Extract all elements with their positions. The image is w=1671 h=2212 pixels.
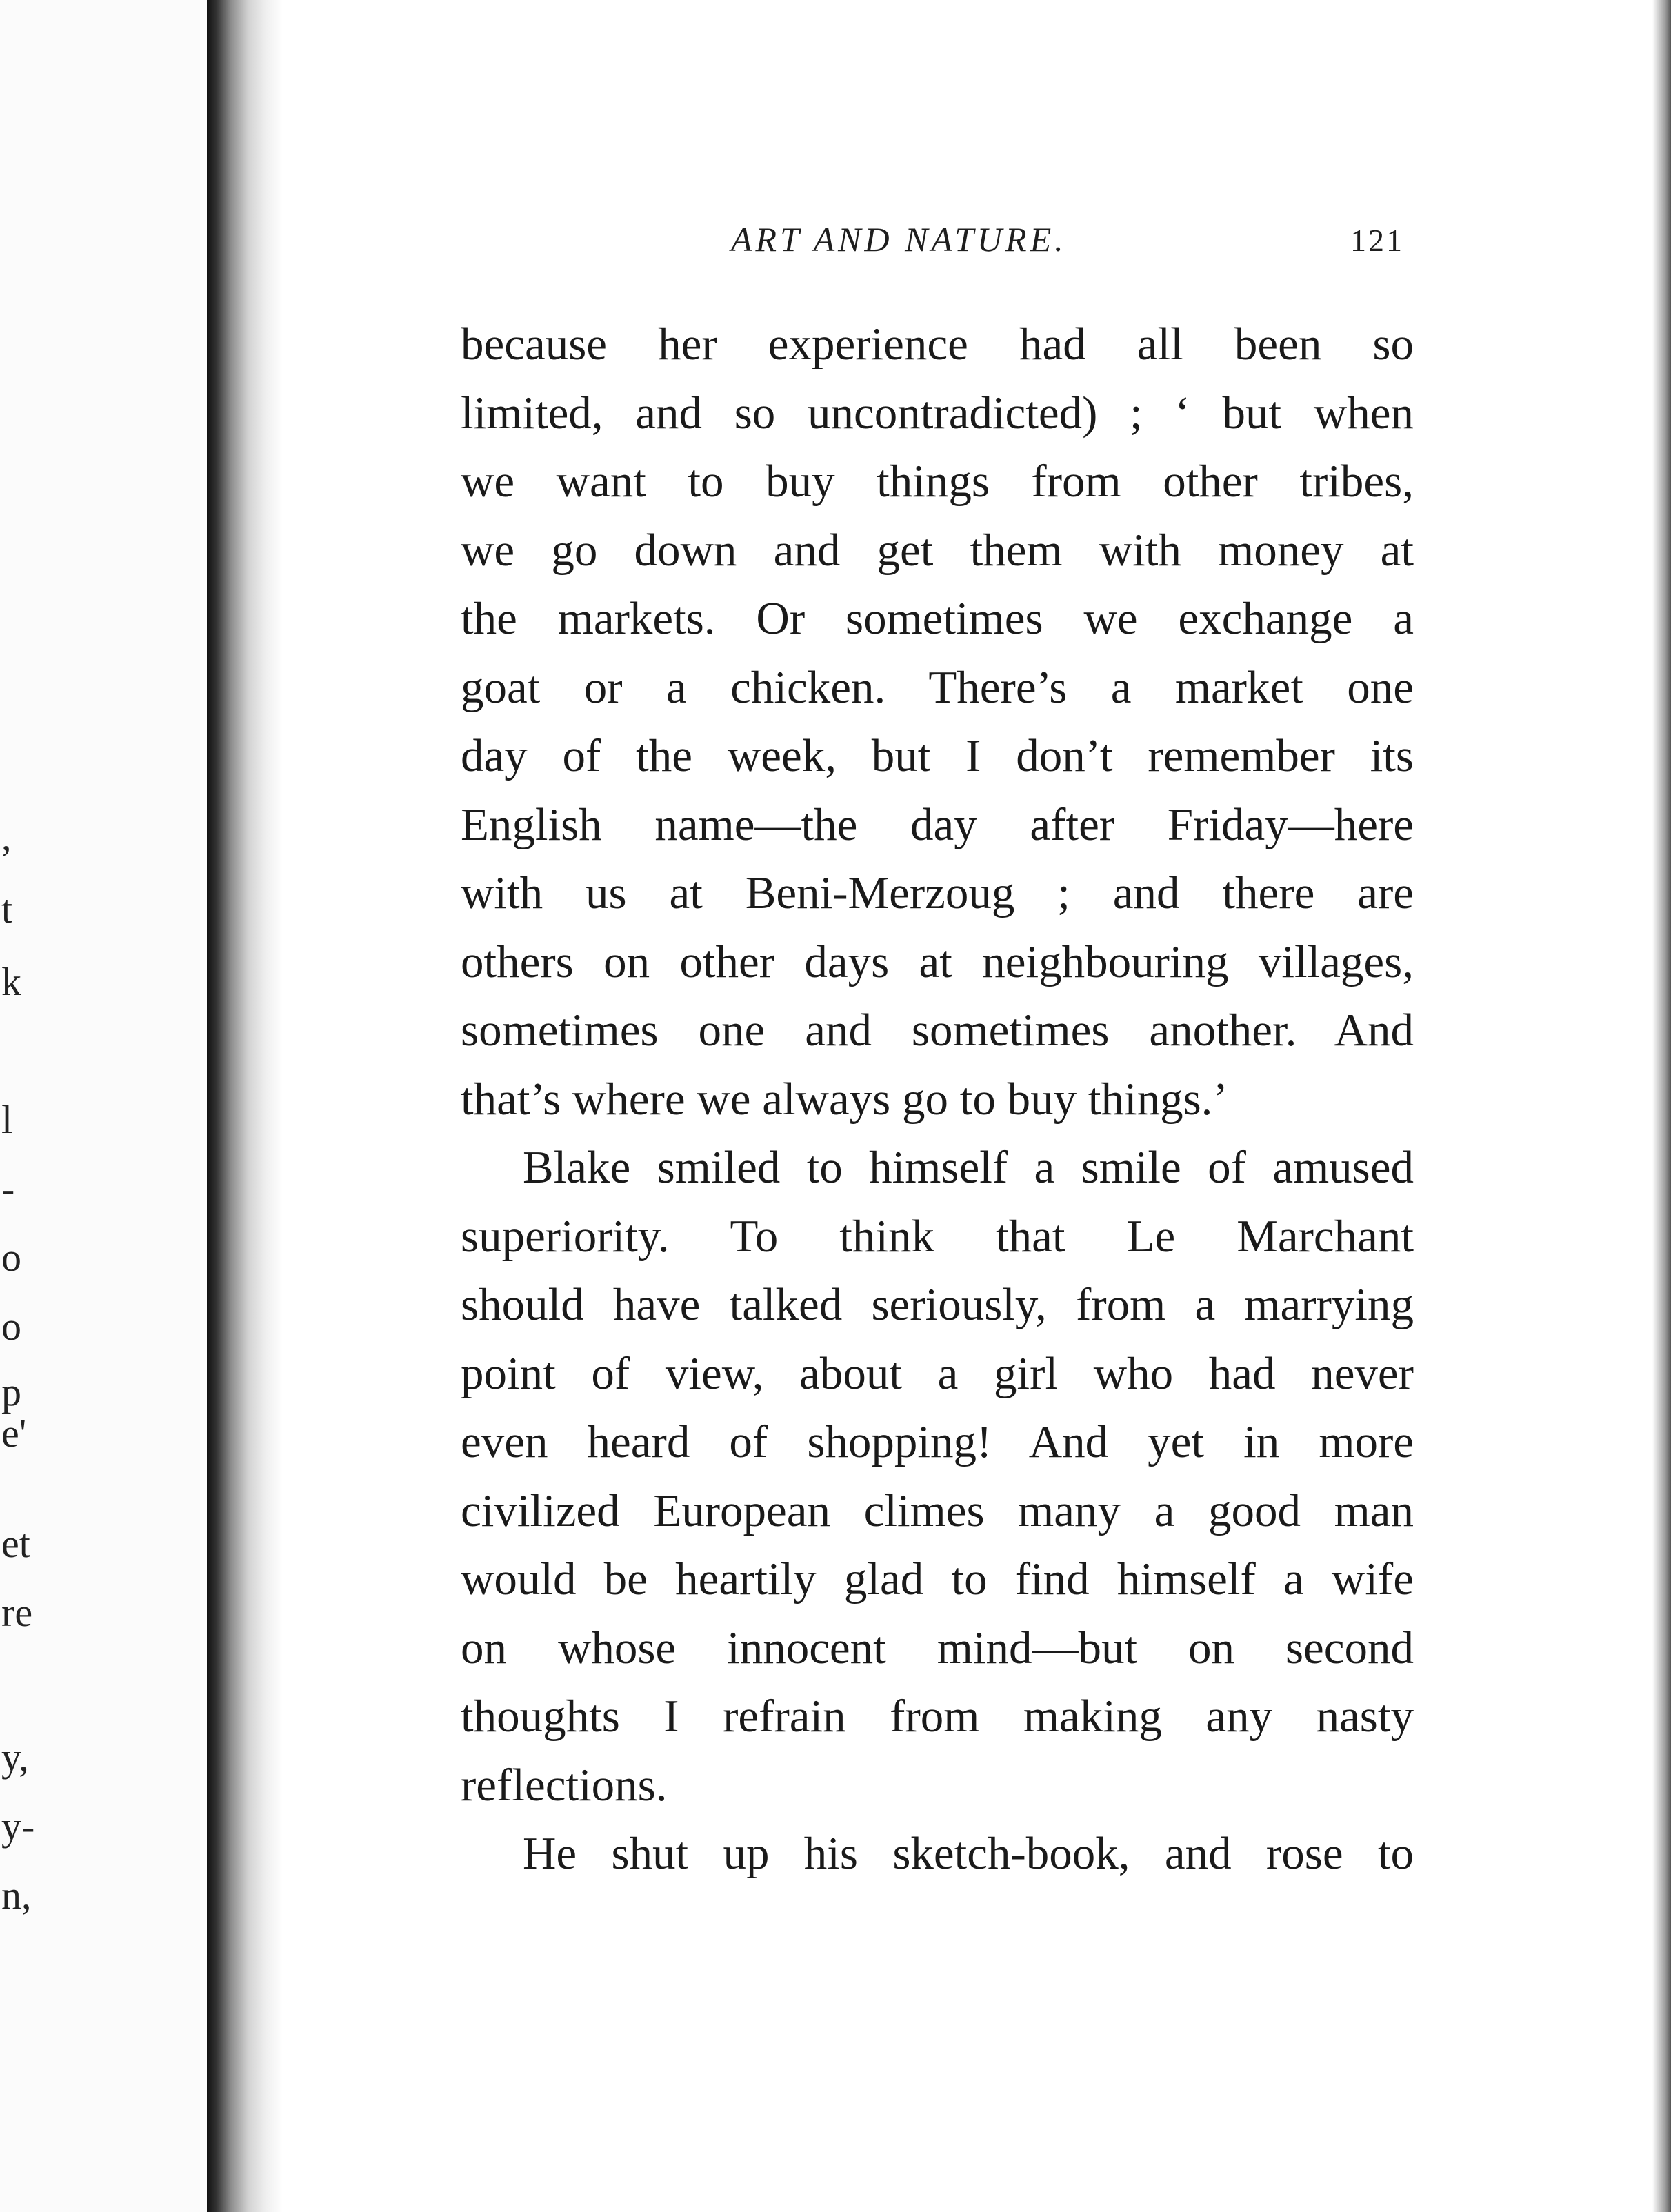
facing-page-fragment: y, — [1, 1735, 29, 1780]
text-line: civilized European climes many a good man — [461, 1485, 1414, 1536]
facing-page-edge — [0, 0, 207, 2212]
facing-page-fragment: et — [1, 1521, 30, 1566]
body-text — [461, 310, 1414, 1889]
text-line: goat or a chicken. There’s a market one — [461, 661, 1414, 713]
facing-page-fragment: l — [1, 1097, 13, 1142]
text-line: superiority. To think that Le Marchant — [461, 1210, 1414, 1262]
text-line: because her experience had all been so — [461, 319, 1414, 370]
text-line: reflections. — [461, 1759, 668, 1811]
text-line: thoughts I refrain from making any nasty — [461, 1691, 1414, 1742]
facing-page-fragment: y- — [1, 1804, 35, 1849]
facing-page-fragment: , — [1, 814, 12, 859]
text-line: the markets. Or sometimes we exchange a — [461, 593, 1414, 644]
text-line: others on other days at neighbouring villages, — [461, 936, 1414, 987]
text-line: day of the week, but I don’t remember its — [461, 730, 1414, 781]
facing-page-fragment: e' — [1, 1411, 27, 1456]
text-line: we want to buy things from other tribes, — [461, 456, 1414, 507]
text-line: limited, and so uncontradicted) ; ‘ but when — [461, 387, 1414, 439]
text-line: on whose innocent mind—but on second — [461, 1622, 1414, 1673]
facing-page-fragment: k — [1, 959, 21, 1004]
text-line: with us at Beni-Merzoug ; and there are — [461, 867, 1414, 918]
book-gutter — [207, 0, 283, 2212]
text-line: English name—the day after Friday—here — [461, 798, 1414, 850]
facing-page-fragment: n, — [1, 1873, 32, 1918]
text-line: sometimes one and sometimes another. And — [461, 1005, 1414, 1056]
text-line: that’s where we always go to buy things.’ — [461, 1073, 1228, 1125]
paragraph-start-line: Blake smiled to himself a smile of amused — [523, 1142, 1414, 1193]
facing-page-fragment: p — [1, 1369, 21, 1414]
facing-page-fragment: o — [1, 1304, 21, 1349]
text-line: should have talked seriously, from a marrying — [461, 1279, 1414, 1330]
facing-page-fragment: re — [1, 1590, 33, 1635]
facing-page-fragment: t — [1, 887, 13, 932]
facing-page-fragment: - — [1, 1166, 15, 1211]
text-line: point of view, about a girl who had never — [461, 1347, 1414, 1399]
text-line: would be heartily glad to find himself a wife — [461, 1554, 1414, 1605]
running-head: ART AND NATURE. — [731, 220, 1067, 259]
text-line: we go down and get them with money at — [461, 524, 1414, 576]
paragraph-start-line: He shut up his sketch-book, and rose to — [523, 1828, 1414, 1879]
page-edge — [1652, 0, 1671, 2212]
page-number: 121 — [1350, 223, 1404, 258]
text-line: even heard of shopping! And yet in more — [461, 1416, 1414, 1467]
facing-page-fragment: o — [1, 1235, 21, 1280]
